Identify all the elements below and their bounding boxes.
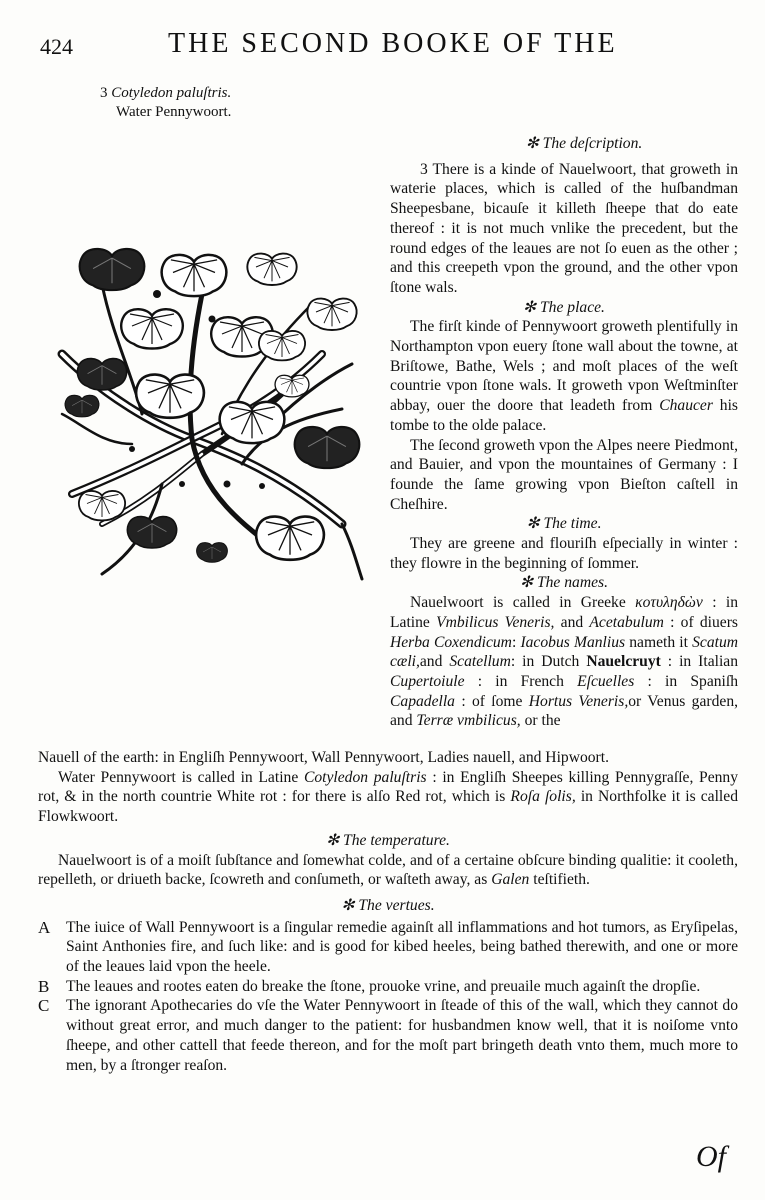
place-paragraph-1: The firſt kinde of Pennywoort groweth plentifully in Northampton vpon euery ſtone wall about the towne, at Briſtowe, Bathe, Wels ; and moſt places of the weſt countrie vpon ſtone wals. It groweth vpon Weſtminſter abbay, ouer the doore that leadeth from Chaucer his tombe to the olde palace.: [390, 318, 738, 434]
water-pennywoort-names: Water Pennywoort is called in Latine Cotyledon paluſtris : in Engliſh Sheepes killing Pennygraſſe, Penny rot, & in the north countrie White rot : for there is alſo Red rot, which is Roſa ſolis, in Northfolke it is called Flowkwoort.: [38, 768, 739, 826]
vertue-text-a: The iuice of Wall Pennywoort is a ſingular remedie againſt all inflammations and hot tumors, as Eryſipelas, Saint Anthonies fire, and ſuch like: and is good for kibed heeles, being bathed therewith, and one or more of the leaues laid vpon the heele.: [66, 918, 738, 976]
vertue-text-c: The ignorant Apothecaries do vſe the Water Pennywoort in ſteade of this of the wall, which they cannot do without great error, and much danger to the patient: for husbandmen know well, that it is noiſome vnto ſheepe, and other cattell that feede thereon, and for the moſt part bringeth death vnto them, much more to men, by a ſtronger reaſon.: [66, 997, 738, 1074]
heading-description: ✻ The deſcription.: [525, 135, 643, 152]
full-width-text: [38, 748, 738, 1075]
figure-number: 3: [100, 85, 108, 101]
figure-caption: [100, 84, 231, 122]
name-chaucer: Chaucer: [659, 397, 713, 415]
vertue-mark-b: B: [38, 976, 50, 996]
vertue-item-b: [38, 977, 738, 997]
vertue-item-a: [38, 918, 738, 977]
vertue-mark-c: C: [38, 996, 50, 1016]
vertue-text-b: The leaues and rootes eaten do breake the ſtone, prouoke vrine, and preuaile much againſt the dropſie.: [66, 977, 701, 995]
temperature-paragraph: Nauelwoort is of a moiſt ſubſtance and ſomewhat colde, and of a certaine obſcure binding qualitie: it cooleth, repelleth, or driueth backe, ſcowreth and conſumeth, or waſteth away, as Galen teſtifieth.: [38, 851, 738, 889]
heading-temperature: ✻ The temperature.: [326, 831, 450, 849]
right-column-text: [390, 134, 738, 731]
catchword: Of: [696, 1140, 726, 1173]
names-paragraph-part-2: Nauell of the earth: in Engliſh Pennywoort, Wall Pennywoort, Ladies nauell, and Hipwoort.: [38, 749, 609, 766]
vertue-mark-a: A: [38, 917, 51, 937]
heading-place: ✻ The place.: [523, 298, 605, 316]
place-paragraph-2: The ſecond groweth vpon the Alpes neere Piedmont, and Bauier, and vpon the mountaines of Germany : I founde the ſame growing vpon Bieſton caſtell in Cheſhire.: [390, 436, 738, 513]
figure-latin-name: Cotyledon paluſtris.: [111, 85, 232, 101]
vertue-item-c: [38, 996, 738, 1075]
pennywort-woodcut-illustration: [42, 224, 372, 596]
heading-names: ✻ The names.: [520, 574, 608, 592]
heading-time: ✻ The time.: [526, 515, 602, 533]
page-number: 424: [40, 34, 73, 59]
name-galen: Galen: [491, 871, 530, 889]
heading-vertues: ✻ The vertues.: [341, 896, 435, 914]
figure-english-name: Water Pennywoort.: [116, 104, 232, 120]
running-head: THE SECOND BOOKE OF THE: [168, 28, 618, 59]
time-paragraph: They are greene and flouriſh eſpecially in winter : they flowre in the beginning of ſommer.: [390, 535, 738, 572]
description-paragraph: 3 There is a kinde of Nauelwoort, that groweth in waterie places, which is called of the huſbandman Sheepesbane, bicauſe it killeth ſheepe that do eate thereof : it is not much vnlike the precedent, but the round edges of the leaues are not ſo euen as the other ; and this creepeth vpon the ground, and the other vpon ſtone wals.: [390, 160, 738, 296]
names-paragraph-part-1: Nauelwoort is called in Greeke κοτυληδὼν : in Latine Vmbilicus Veneris, and Acetabulum : of diuers Herba Coxendicum: Iacobus Manlius nameth it Scatum cæli,and Scatellum: in Dutch Nauelcruyt : in Italian Cupertoiule : in French Eſcuelles : in Spaniſh Capadella : of ſome Hortus Veneris,or Venus garden, and Terræ vmbilicus, or the: [390, 594, 739, 730]
